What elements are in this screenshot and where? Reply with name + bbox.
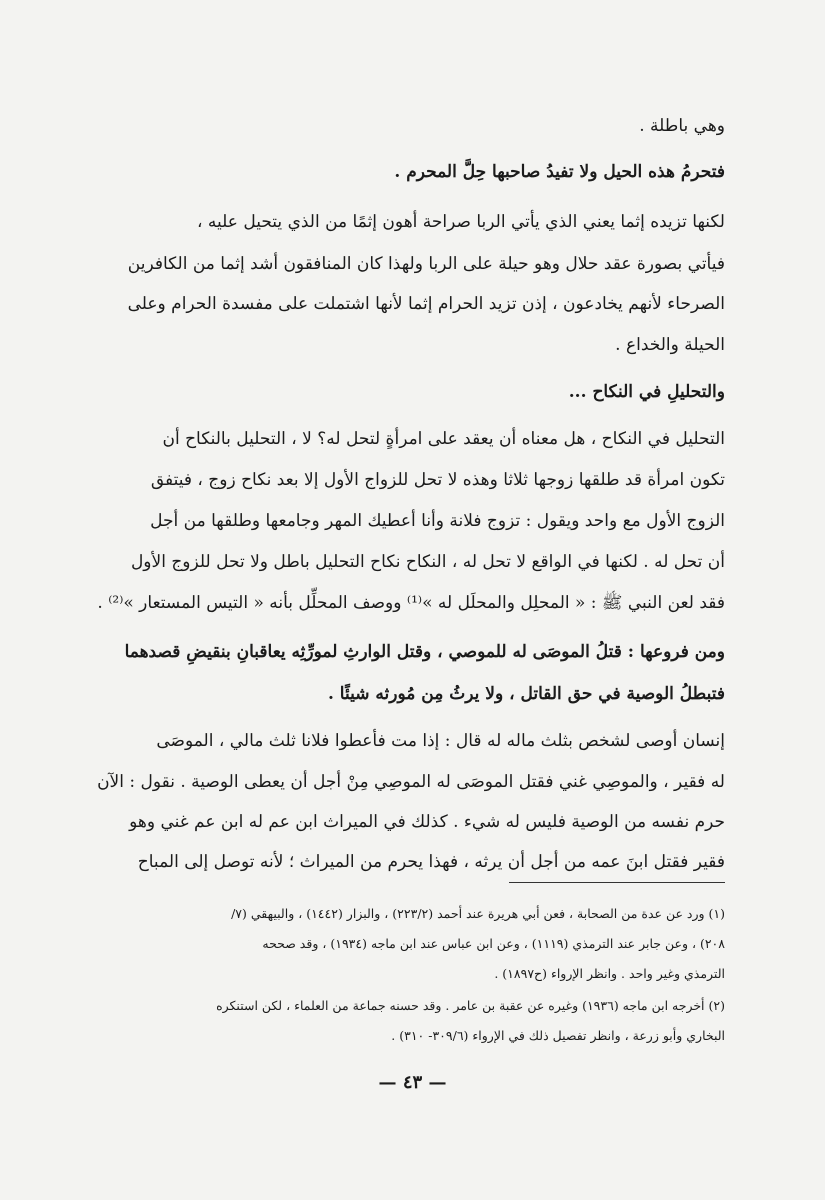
section-heading: فتبطلُ الوصية في حق القاتل ، ولا يرثُ مِن مُورثه شيئًا . — [327, 684, 725, 704]
body-line: الزوج الأول مع واحد ويقول : تزوج فلانة وأنا أعطيك المهر وجامعها وطلقها من أجل — [150, 511, 725, 531]
section-heading: والتحليلِ في النكاح ... — [568, 382, 725, 402]
body-line: لكنها تزيده إثما يعني الذي يأتي الربا صراحة أهون إثمًا من الذي يتحيل عليه ، — [197, 212, 725, 232]
footnote-separator — [509, 882, 725, 883]
body-line: فيأتي بصورة عقد حلال وهو حيلة على الربا ولهذا كان المنافقون أشد إثما من الكافرين — [127, 254, 725, 274]
body-line: الصرحاء لأنهم يخادعون ، إذن تزيد الحرام إثما لأنها اشتملت على مفسدة الحرام وعلى — [127, 294, 725, 314]
body-line: له فقير ، والموصِي غني فقتل الموصَى له الموصِي مِنْ أجل أن يعطى الوصية . نقول : الآن — [97, 772, 725, 792]
footnote-line: البخاري وأبو زرعة ، وانظر تفصيل ذلك في الإرواء (٣٠٩/٦- ٣١٠) . — [391, 1028, 725, 1043]
body-line: فقير فقتل ابنَ عمه من أجل أن يرثه ، فهذا يحرم من الميراث ؛ لأنه توصل إلى المباح — [137, 852, 725, 872]
body-line: حرم نفسه من الوصية فليس له شيء . كذلك في الميراث ابن عم له ابن عم غني وهو — [129, 812, 725, 832]
page-number: — ٤٣ — — [378, 1072, 447, 1093]
body-line: الحيلة والخداع . — [615, 335, 725, 355]
footnote-line: الترمذي وغير واحد . وانظر الإرواء (ح١٨٩٧) . — [494, 966, 725, 981]
body-line: إنسان أوصى لشخص بثلث ماله له قال : إذا مت فأعطوا فلانا ثلث مالي ، الموصَى — [156, 731, 725, 751]
body-line: فقد لعن النبي ﷺ : « المحلِل والمحلَل له »⁽¹⁾ ووصف المحلِّل بأنه « التيس المستعار »⁽²⁾ . — [97, 593, 725, 613]
body-line: أن تحل له . لكنها في الواقع لا تحل له ، النكاح نكاح التحليل باطل ولا تحل للزوج الأول — [130, 552, 725, 572]
footnote-line: (٢) أخرجه ابن ماجه (١٩٣٦) وغيره عن عقبة بن عامر . وقد حسنه جماعة من العلماء ، لكن استنكره — [216, 998, 725, 1013]
footnote-line: ٢٠٨) ، وعن جابر عند الترمذي (١١١٩) ، وعن ابن عباس عند ابن ماجه (١٩٣٤) ، وقد صححه — [262, 936, 725, 951]
body-line: التحليل في النكاح ، هل معناه أن يعقد على امرأةٍ لتحل له؟ لا ، التحليل بالنكاح أن — [162, 429, 725, 449]
section-heading: ومن فروعها : قتلُ الموصَى له للموصي ، وقتل الوارثِ لمورِّثِه يعاقبانِ بنقيضِ قصدهما — [124, 642, 725, 662]
footnote-line: (١) ورد عن عدة من الصحابة ، فعن أبي هريرة عند أحمد (٢٢٣/٢) ، والبزار (١٤٤٢) ، والبيهقي (٧/ — [231, 906, 725, 921]
body-line: وهي باطلة . — [639, 116, 725, 136]
body-line: تكون امرأة قد طلقها زوجها ثلاثا وهذه لا تحل للزواج الأول إلا بعد نكاح زوج ، فيتفق — [150, 470, 725, 490]
section-heading: فتحرمُ هذه الحيل ولا تفيدُ صاحبها حِلَّ المحرم . — [394, 162, 725, 182]
